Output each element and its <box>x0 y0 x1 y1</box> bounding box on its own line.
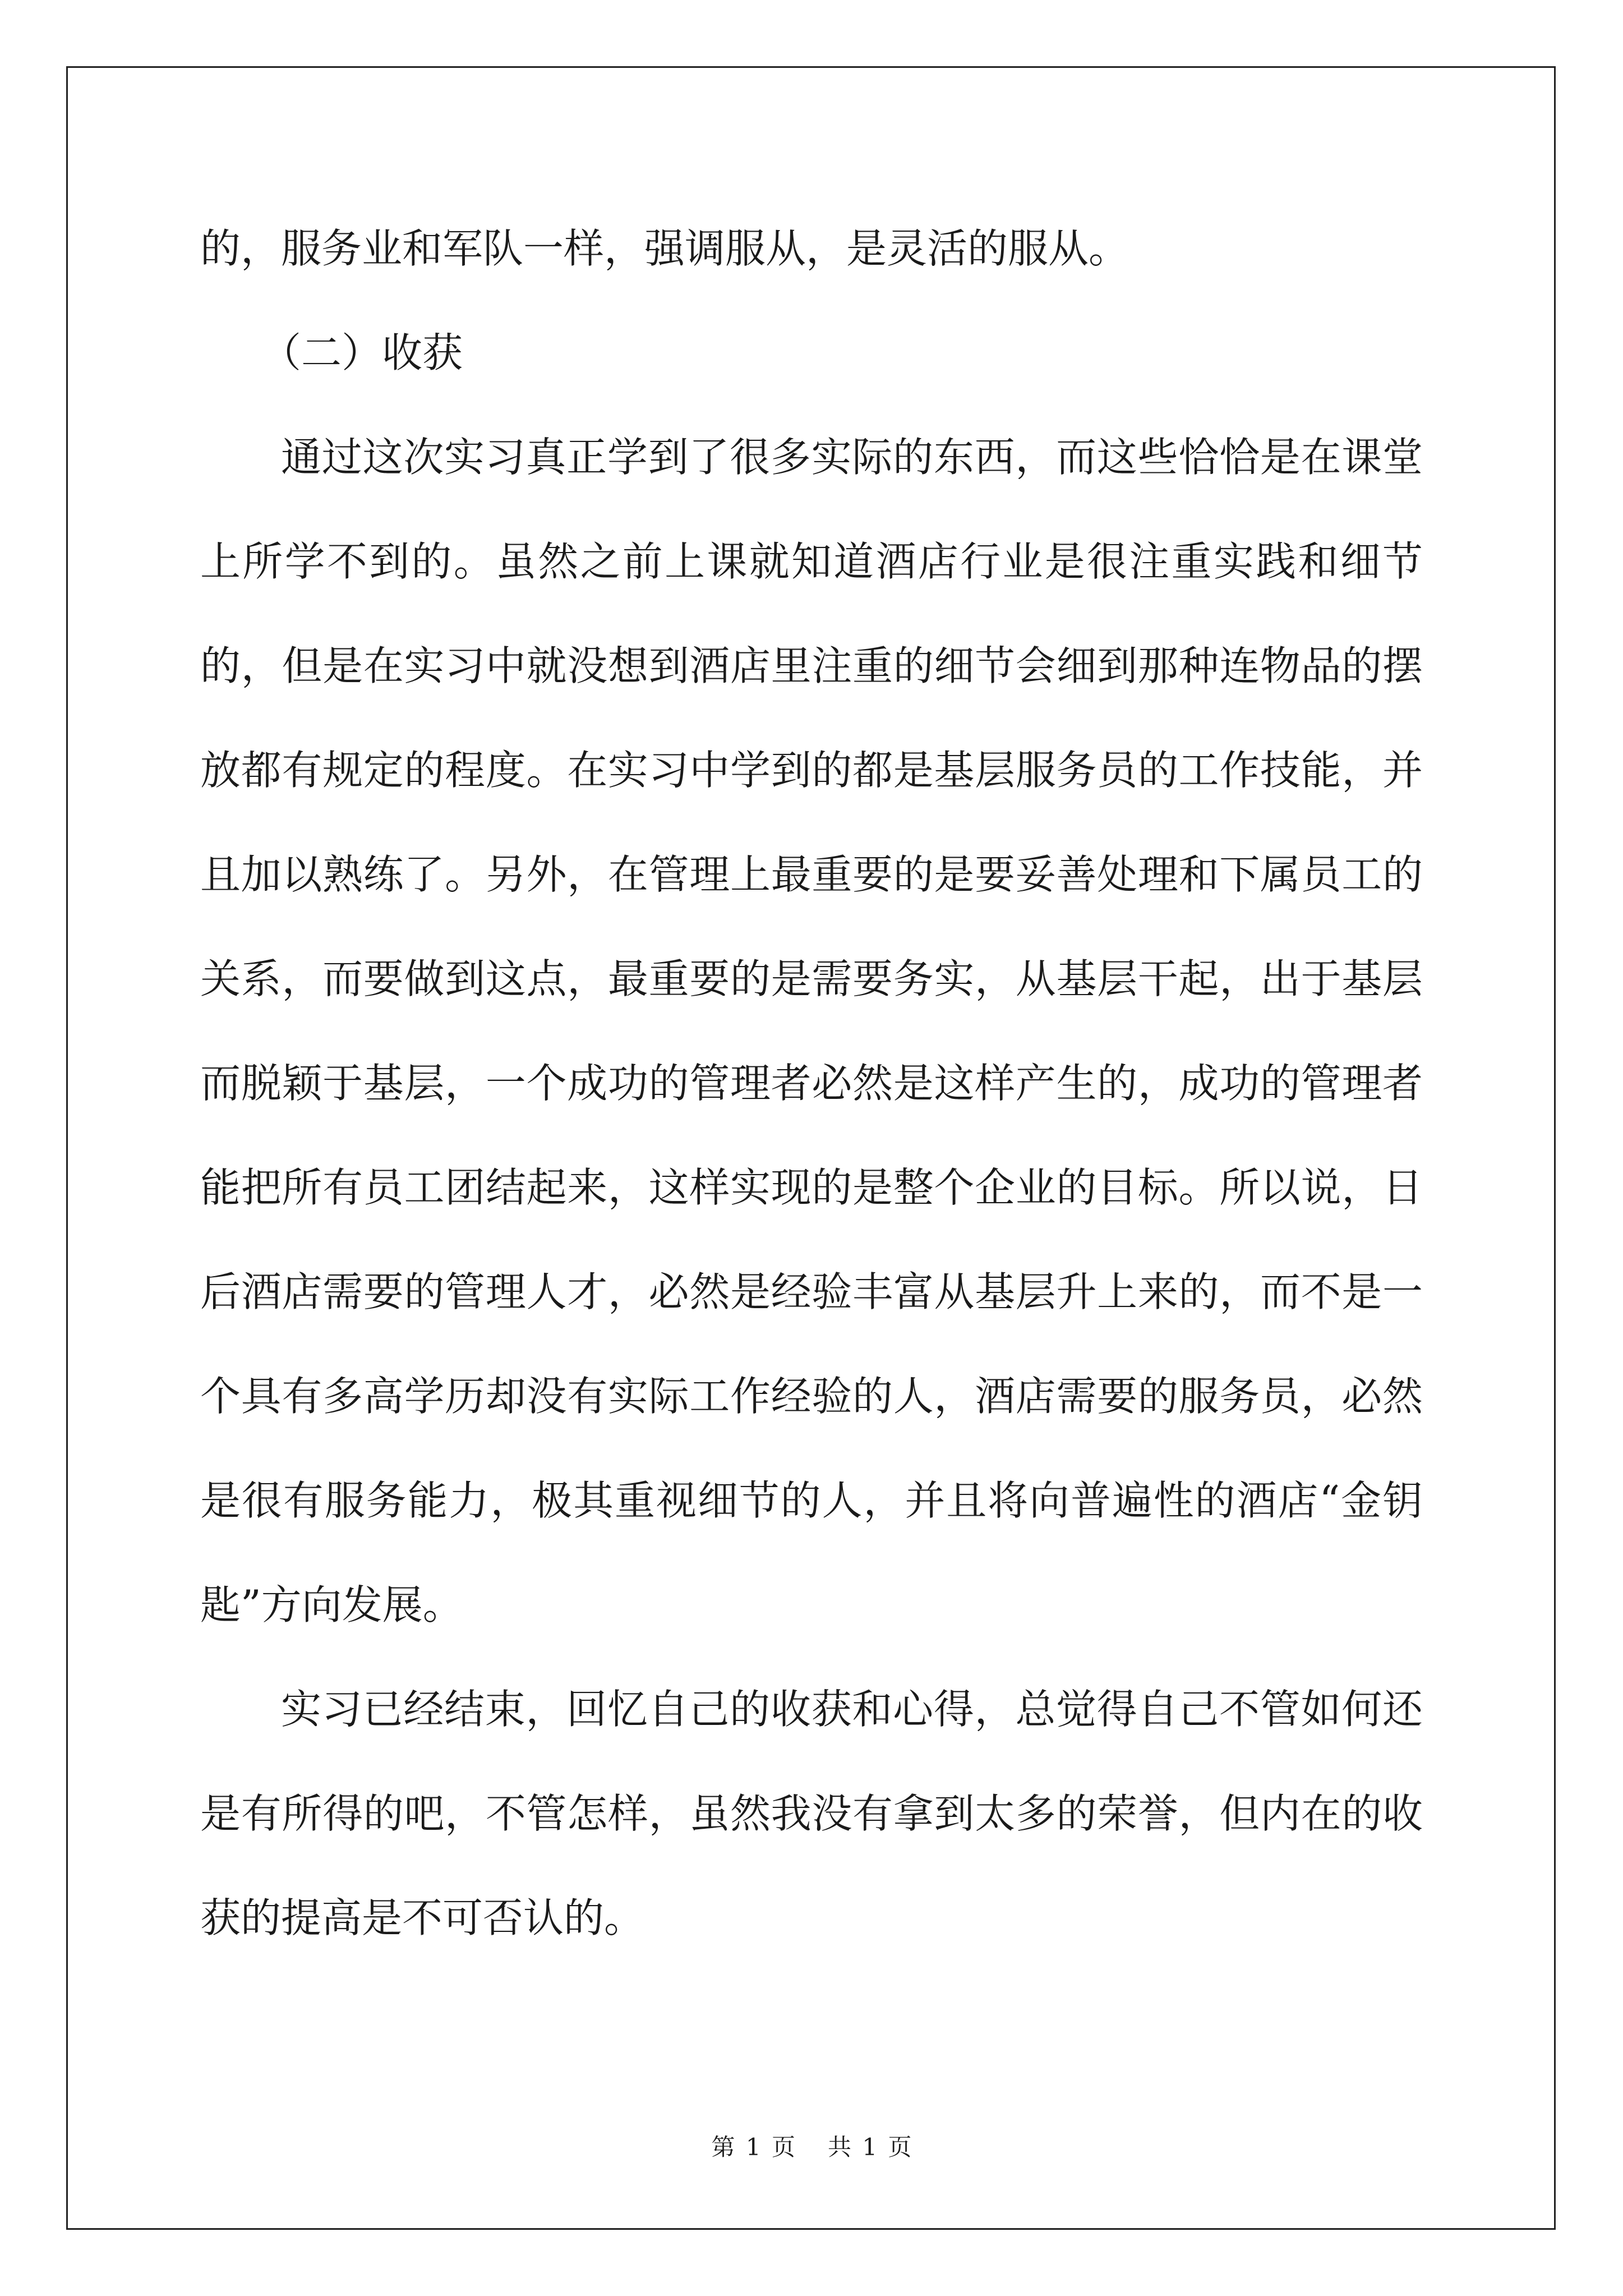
page-number: 第 1 页 <box>711 2133 795 2161</box>
paragraph-continuation: 的，服务业和军队一样，强调服从，是灵活的服从。 <box>200 225 1129 272</box>
page-total: 共 1 页 <box>828 2133 912 2161</box>
paragraph: 通过这次实习真正学到了很多实际的东西，而这些恰恰是在课堂上所学不到的。虽然之前上课就知道酒店行业是很注重实践和细节的，但是在实习中就没想到酒店里注重的细节会细到那种连物品的摆放都有规定的程度。在实习中学到的都是基层服务员的工作技能，并且加以熟练了。另外，在管理上最重要的是要妥善处理和下属员工的关系，而要做到这点，最重要的是需要务实，从基层干起，出于基层而脱颖于基层，一个成功的管理者必然是这样产生的，成功的管理者能把所有员工团结起来，这样实现的是整个企业的目标。所以说，日后酒店需要的管理人才，必然是经验丰富从基层升上来的，而不是一个具有多高学历却没有实际工作经验的人，酒店需要的服务员，必然是很有服务能力，极其重视细节的人，并且将向普遍性的酒店“金钥匙”方向发展。 <box>200 434 1423 1628</box>
section-heading: （二）收获 <box>261 329 463 376</box>
document-body <box>200 196 1423 1970</box>
paragraph: 实习已经结束，回忆自己的收获和心得，总觉得自己不管如何还是有所得的吧，不管怎样，虽然我没有拿到太多的荣誉，但内在的收获的提高是不可否认的。 <box>200 1686 1423 1941</box>
page-footer <box>0 2129 1623 2162</box>
